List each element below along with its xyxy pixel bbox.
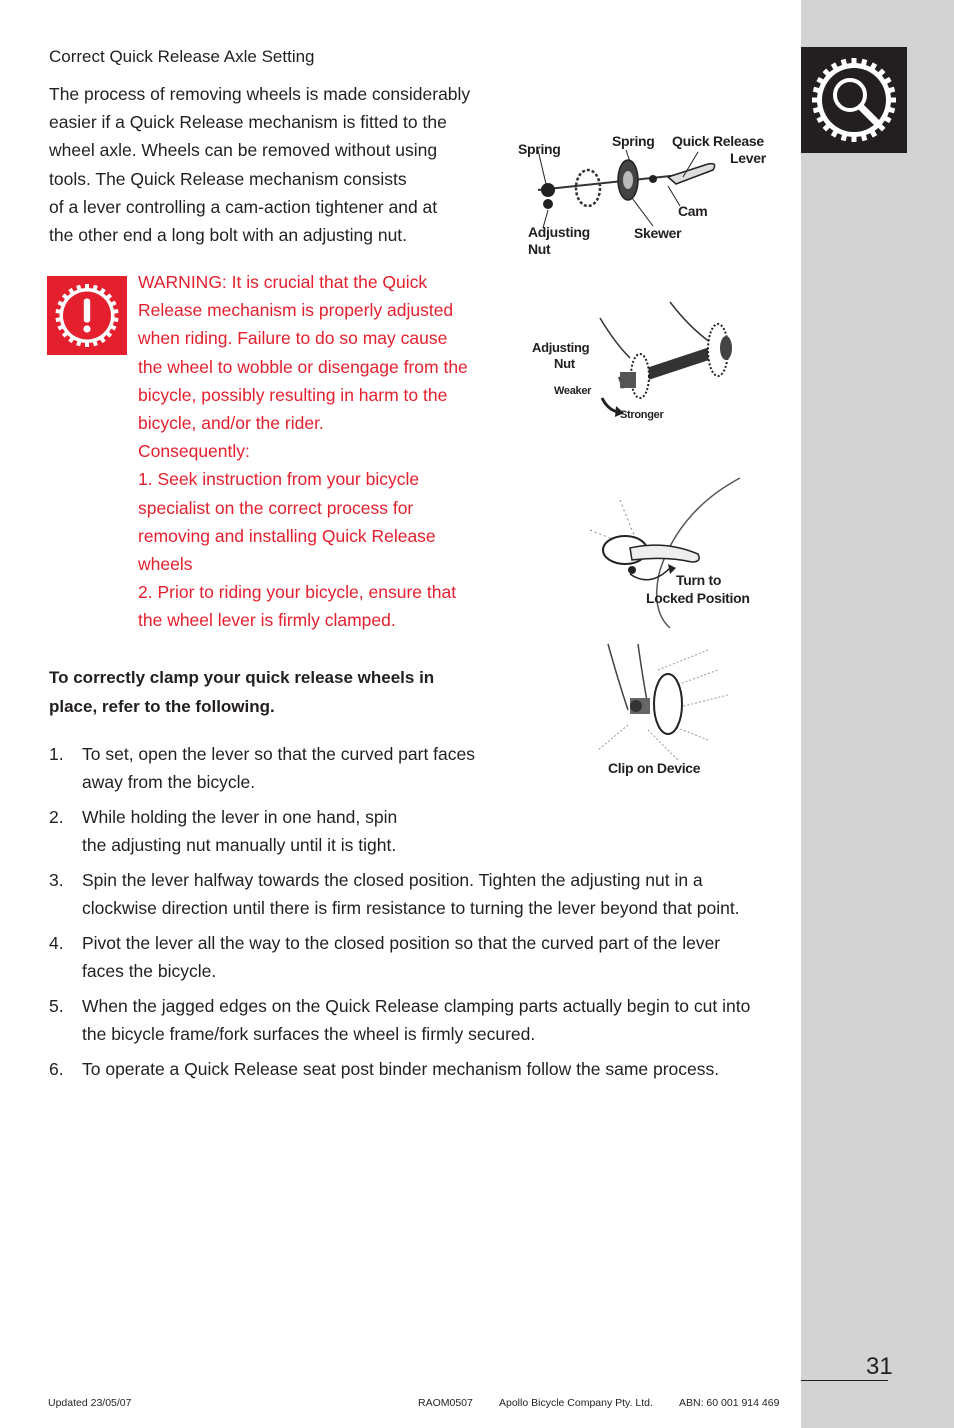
step-number: 6. (49, 1058, 64, 1079)
warning-line: removing and installing Quick Release (138, 525, 436, 546)
step-line: While holding the lever in one hand, spin (82, 806, 398, 827)
locked-position-diagram (570, 470, 780, 630)
clamp-heading-line: place, refer to the following. (49, 697, 275, 716)
exploded-quick-release-diagram (508, 122, 778, 282)
intro-line: easier if a Quick Release mechanism is fitted to the (49, 112, 447, 133)
step-line: clockwise direction until there is firm resistance to turning the lever beyond that point. (82, 898, 740, 919)
clamp-heading-line: To correctly clamp your quick release wheels in (49, 668, 435, 687)
warning-line: the wheel lever is firmly clamped. (138, 610, 396, 631)
clamp-heading (49, 663, 434, 721)
section-title: Correct Quick Release Axle Setting (49, 47, 315, 66)
magnifier-gear-icon (801, 47, 907, 153)
warning-line: bicycle, possibly resulting in harm to the (138, 384, 448, 405)
step-number: 5. (49, 995, 64, 1016)
step-item (49, 929, 799, 985)
intro-line: The process of removing wheels is made considerably (49, 84, 471, 104)
inspection-badge (801, 47, 907, 153)
step-line: the bicycle frame/fork surfaces the wheel is firmly secured. (82, 1023, 536, 1044)
intro-paragraph (49, 80, 499, 249)
label-nut: Nut (528, 241, 551, 257)
footer-abn: ABN: 60 001 914 469 (679, 1397, 780, 1409)
step-number: 2. (49, 806, 64, 827)
warning-line: 2. Prior to riding your bicycle, ensure that (138, 582, 457, 603)
warning-line: when riding. Failure to do so may cause (138, 328, 448, 349)
adjusting-nut-diagram (520, 298, 770, 448)
step-item (49, 803, 799, 859)
label-spring-left: Spring (518, 141, 561, 157)
step-line: the adjusting nut manually until it is tight. (82, 835, 397, 856)
warning-badge (47, 276, 127, 355)
label-adjusting: Adjusting (528, 224, 590, 240)
footer-updated: Updated 23/05/07 (48, 1397, 132, 1409)
label-nut-2: Nut (554, 356, 575, 371)
step-line: When the jagged edges on the Quick Release clamping parts actually begin to cut into (82, 995, 751, 1016)
label-spring-right: Spring (612, 133, 655, 149)
label-turn-to: Turn to (676, 572, 722, 588)
intro-line: the other end a long bolt with an adjusting nut. (49, 225, 408, 246)
intro-line: of a lever controlling a cam-action tightener and at (49, 196, 438, 217)
label-cam: Cam (678, 203, 708, 219)
step-line: To set, open the lever so that the curved part faces (82, 744, 476, 764)
step-line: Spin the lever halfway towards the closed position. Tighten the adjusting nut in a (82, 869, 703, 890)
label-lever: Lever (730, 150, 766, 166)
warning-line: wheels (138, 554, 193, 575)
warning-line: the wheel to wobble or disengage from the (138, 356, 468, 377)
label-clip-on-device: Clip on Device (608, 760, 701, 776)
warning-line: 1. Seek instruction from your bicycle (138, 469, 420, 490)
label-skewer: Skewer (634, 225, 682, 241)
step-number: 3. (49, 869, 64, 890)
warning-line: specialist on the correct process for (138, 497, 414, 518)
warning-line: Consequently: (138, 441, 250, 462)
step-line: away from the bicycle. (82, 772, 256, 793)
step-line: Pivot the lever all the way to the closed position so that the curved part of the lever (82, 932, 721, 953)
page-number: 31 (866, 1353, 893, 1380)
steps-list (49, 740, 799, 1089)
step-item (49, 992, 799, 1048)
exclamation-gear-icon (47, 276, 127, 355)
step-line: faces the bicycle. (82, 960, 217, 981)
step-item (49, 866, 799, 922)
label-adjusting-2: Adjusting (532, 340, 590, 355)
warning-line: bicycle, and/or the rider. (138, 413, 324, 434)
label-stronger: Stronger (620, 409, 664, 421)
intro-line: wheel axle. Wheels can be removed without using (49, 140, 438, 161)
footer-company: Apollo Bicycle Company Pty. Ltd. (499, 1397, 653, 1409)
step-item (49, 1055, 799, 1083)
warning-text (138, 268, 498, 635)
intro-line: tools. The Quick Release mechanism consists (49, 168, 407, 189)
label-quick-release: Quick Release (672, 133, 764, 149)
clip-on-device-diagram (588, 640, 778, 790)
label-weaker: Weaker (554, 385, 592, 397)
warning-line: WARNING: It is crucial that the Quick (138, 272, 428, 292)
step-line: To operate a Quick Release seat post binder mechanism follow the same process. (82, 1058, 720, 1079)
footer-doc-code: RAOM0507 (418, 1397, 473, 1409)
warning-line: Release mechanism is properly adjusted (138, 300, 454, 321)
step-number: 4. (49, 932, 64, 953)
label-locked-position: Locked Position (646, 590, 750, 606)
step-number: 1. (49, 744, 64, 764)
sidebar (801, 0, 954, 1428)
